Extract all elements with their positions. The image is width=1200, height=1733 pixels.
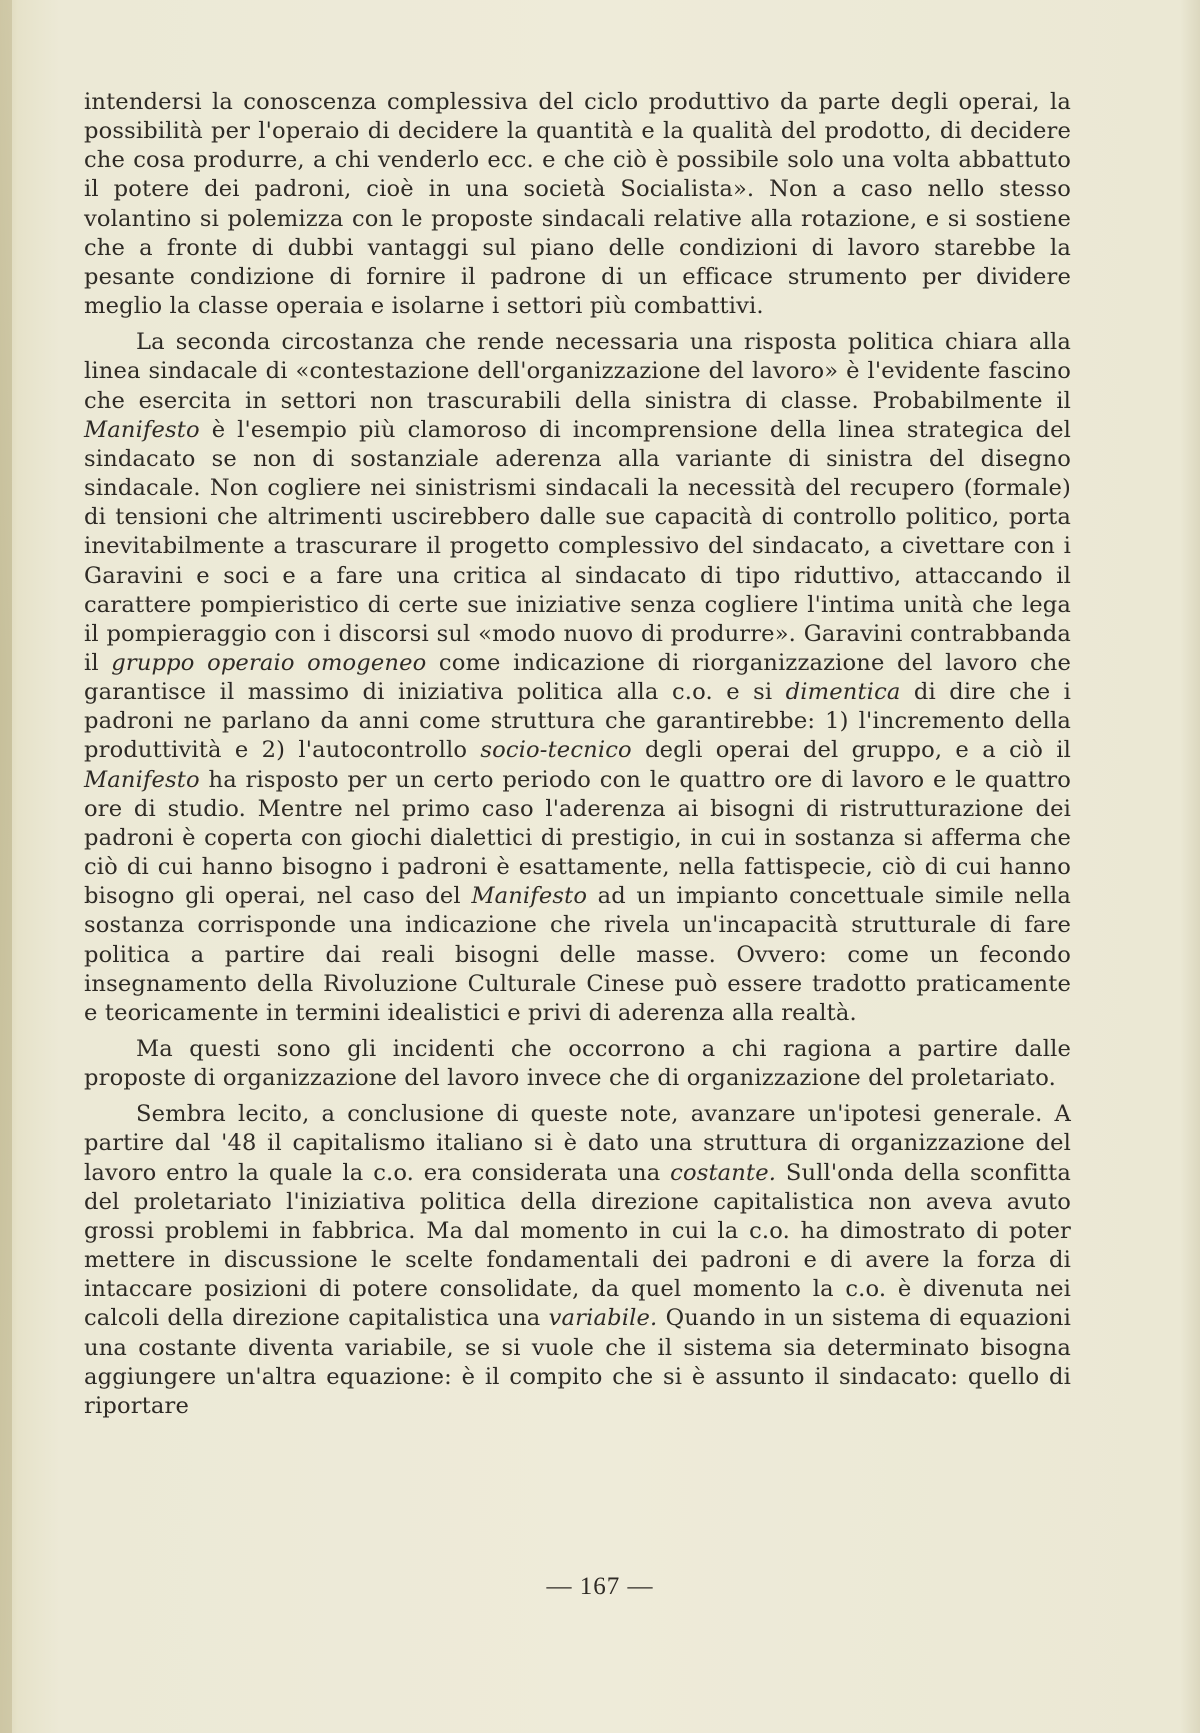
italic-text: variabile. — [548, 1305, 658, 1332]
paragraph — [84, 1100, 1071, 1421]
text-run: Sull'onda della sconfitta del proletariato l'iniziativa politica della direzione capitalistica non aveva avuto grossi problemi in fabbrica. Ma dal momento in cui la c.o. ha dimostrato di poter mettere in discussione le scelte fondamentali dei padroni e di avere la forza di intaccare posizioni di potere consolidate, da quel momento la c.o. è divenuta nei calcoli della direzione capitalistica una — [84, 1159, 1071, 1332]
text-run: ha risposto per un certo periodo con le quattro ore di lavoro e le quattro ore di studio. Mentre nel primo caso l'aderenza ai bisogni di ristrutturazione dei padroni è coperta con giochi dialettici di prestigio, in cui in sostanza si afferma che ciò di cui hanno bisogno i padroni è esattamente, nella fattispecie, ciò di cui hanno bisogno gli operai, nel caso del — [84, 766, 1071, 910]
paragraph — [84, 88, 1071, 321]
text-run: come indicazione di riorganizzazione del lavoro che garantisce il massimo di iniziativa politica alla c.o. e si — [84, 649, 1072, 706]
italic-text: Manifesto — [84, 766, 200, 793]
text-run: degli operai del gruppo, e a ciò il — [631, 737, 1071, 764]
text-run: intendersi la conoscenza complessiva del ciclo produttivo da parte degli operai, la possibilità per l'operaio di decidere la quantità e la qualità del prodotto, di decidere che cosa produrre, a chi venderlo ecc. e che ciò è possibile solo una volta abbattuto il potere dei padroni, cioè in una società Socialista». Non a caso nello stesso volantino si polemizza con le proposte sindacali relative alla rotazione, e si sostiene che a fronte di dubbi vantaggi sul piano delle condizioni di lavoro starebbe la pesante condizione di fornire il padrone di un efficace strumento per dividere meglio la classe operaia e isolarne i settori più combattivi. — [84, 89, 1071, 320]
page-number: — 167 — — [546, 1573, 654, 1600]
text-run: Ma questi sono gli incidenti che occorrono a chi ragiona a partire dalle proposte di organizzazione del lavoro invece che di organizzazione del proletariato. — [84, 1036, 1071, 1092]
page-binding-edge — [0, 0, 12, 1733]
text-run: La seconda circostanza che rende necessaria una risposta politica chiara alla linea sindacale di «contestazione dell'organizzazione del lavoro» è l'evidente fascino che esercita in settori non trascurabili della sinistra di classe. Probabilmente il — [84, 329, 1071, 414]
italic-text: Manifesto — [471, 883, 588, 910]
text-run: Quando in un sistema di equazioni una costante diventa variabile, se si vuole che il sistema sia determinato bisogna aggiungere un'altra equazione: è il compito che si è assunto il sindacato: quello di riportare — [84, 1305, 1071, 1419]
italic-text: costante. — [670, 1159, 777, 1186]
text-run: ad un impianto concettuale simile nella sostanza corrisponde una indicazione che rivela un'incapacità strutturale di fare politica a partire dai reali bisogni delle masse. Ovvero: come un fecondo insegnamento della Rivoluzione Culturale Cinese può essere tradotto praticamente e teoricamente in termini idealistici e privi di aderenza alla realtà. — [84, 883, 1071, 1026]
italic-text: dimentica — [785, 679, 901, 706]
paragraph — [84, 328, 1071, 1028]
text-run: di dire che i padroni ne parlano da anni come struttura che garantirebbe: 1) l'incremento della produttività e 2) l'autocontrollo — [84, 679, 1071, 764]
paragraph — [84, 1035, 1071, 1093]
text-run: Sembra lecito, a conclusione di queste note, avanzare un'ipotesi generale. A partire dal '48 il capitalismo italiano si è dato una struttura di organizzazione del lavoro entro la quale la c.o. era considerata una — [84, 1101, 1071, 1186]
italic-text: gruppo operaio omogeneo — [111, 649, 427, 676]
italic-text: socio-tecnico — [480, 737, 632, 764]
text-run: è l'esempio più clamoroso di incomprensione della linea strategica del sindacato se non di sostanziale aderenza alla variante di sinistra del disegno sindacale. Non cogliere nei sinistrismi sindacali la necessità del recupero (formale) di tensioni che altrimenti uscirebbero dalle sue capacità di controllo politico, porta inevitabilmente a trascurare il progetto complessivo del sindacato, a civettare con i Garavini e soci e a fare una critica al sindacato di tipo riduttivo, attaccando il carattere pompieristico di certe sue iniziative senza cogliere l'intima unità che lega il pompieraggio con i discorsi sul «modo nuovo di produrre». Garavini contrabbanda il — [84, 416, 1071, 676]
body-text — [84, 88, 1071, 1421]
italic-text: Manifesto — [84, 416, 200, 443]
